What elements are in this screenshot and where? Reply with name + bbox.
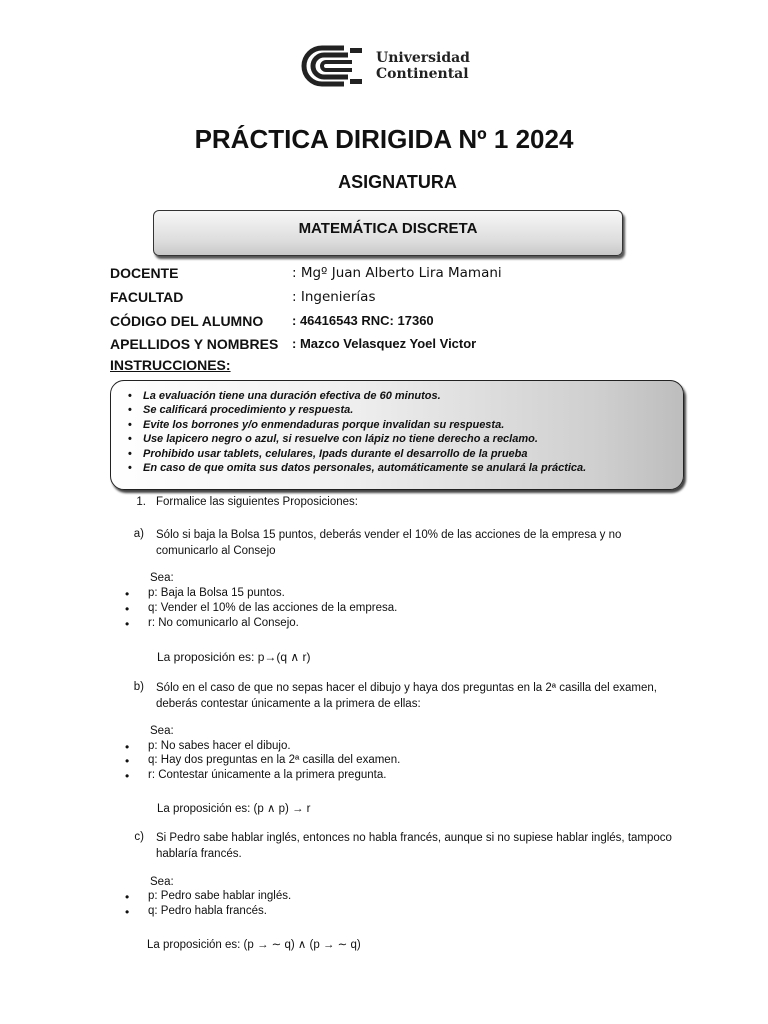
info-value: : Mazco Velasquez Yoel Victor <box>292 336 477 351</box>
bullet-dot: • <box>125 769 130 783</box>
university-logo-icon <box>300 44 366 88</box>
variable-definition: r: Contestar únicamente a la primera pregunta. <box>148 769 387 781</box>
variable-definition: p: No sabes hacer el dibujo. <box>148 740 291 752</box>
instruction-item: • Use lapicero negro o azul, si resuelve con lápiz no tiene derecho a reclamo. <box>125 432 586 446</box>
part-a-statement <box>156 527 621 559</box>
question-text: Formalice las siguientes Proposiciones: <box>156 496 358 508</box>
sea-label: Sea: <box>150 876 174 888</box>
part-c-statement <box>156 830 672 862</box>
info-value: : Mgº Juan Alberto Lira Mamani <box>292 265 502 281</box>
variable-definition: q: Vender el 10% de las acciones de la empresa. <box>148 602 398 614</box>
info-value: : Ingenierías <box>292 289 376 305</box>
bullet-dot: • <box>125 905 130 919</box>
bullet-dot: • <box>125 602 130 616</box>
logo-line-1: Universidad <box>376 50 470 66</box>
proposition-answer: La proposición es: p→(q ∧ r) <box>157 650 311 664</box>
variable-definition: q: Pedro habla francés. <box>148 905 267 917</box>
statement-line: Si Pedro sabe hablar inglés, entonces no habla francés, aunque si no supiese hablar inglés, tampoco <box>156 832 672 844</box>
course-name: MATEMÁTICA DISCRETA <box>298 220 478 237</box>
statement-line: Sólo en el caso de que no sepas hacer el dibujo y haya dos preguntas en la 2ª casilla del examen, <box>156 682 658 694</box>
proposition-answer: La proposición es: (p → ∼ q) ∧ (p → ∼ q) <box>147 939 361 951</box>
part-b-statement <box>156 680 657 712</box>
info-label: FACULTAD <box>110 289 184 305</box>
statement-line: deberás contestar únicamente a la primera de ellas: <box>156 698 421 710</box>
bullet-dot: • <box>125 617 130 631</box>
variable-definition: p: Pedro sabe hablar inglés. <box>148 890 292 902</box>
proposition-answer: La proposición es: (p ∧ p) → r <box>157 803 311 815</box>
statement-line: hablaría francés. <box>156 848 242 860</box>
subtitle: ASIGNATURA <box>338 172 457 192</box>
bullet-dot: • <box>125 754 130 768</box>
logo-line-2: Continental <box>376 66 469 82</box>
instructions-title: INSTRUCCIONES: <box>110 357 231 373</box>
variable-definition: q: Hay dos preguntas en la 2ª casilla del examen. <box>148 754 401 766</box>
question-number: 1. <box>136 496 146 508</box>
university-logo <box>300 44 480 88</box>
info-label: APELLIDOS Y NOMBRES <box>110 336 279 352</box>
instruction-item: • La evaluación tiene una duración efectiva de 60 minutos. <box>125 389 586 403</box>
instruction-item: • En caso de que omita sus datos personales, automáticamente se anulará la práctica. <box>125 461 586 475</box>
sea-label: Sea: <box>150 572 174 584</box>
info-label: DOCENTE <box>110 265 179 281</box>
bullet-dot: • <box>125 890 130 904</box>
variable-definition: p: Baja la Bolsa 15 puntos. <box>148 587 285 599</box>
instructions-box <box>110 380 684 490</box>
page-title: PRÁCTICA DIRIGIDA Nº 1 2024 <box>194 124 574 154</box>
statement-line: comunicarlo al Consejo <box>156 545 276 557</box>
info-value: : 46416543 RNC: 17360 <box>292 313 434 328</box>
info-label: CÓDIGO DEL ALUMNO <box>110 313 264 329</box>
sea-label: Sea: <box>150 725 174 737</box>
statement-line: Sólo si baja la Bolsa 15 puntos, deberás vender el 10% de las acciones de la empresa y no <box>156 529 622 541</box>
bullet-dot: • <box>125 740 130 754</box>
instruction-item: • Prohibido usar tablets, celulares, Ipads durante el desarrollo de la prueba <box>125 447 586 461</box>
instruction-item: • Se calificará procedimiento y respuesta. <box>125 403 586 417</box>
bullet-dot: • <box>125 587 130 601</box>
instruction-item: • Evite los borrones y/o enmendaduras porque invalidan su respuesta. <box>125 418 586 432</box>
logo-text <box>376 50 470 82</box>
part-letter: b) <box>133 681 144 693</box>
part-letter: c) <box>134 831 144 843</box>
instructions-list <box>125 389 586 475</box>
variable-definition: r: No comunicarlo al Consejo. <box>148 617 299 629</box>
course-box <box>153 210 623 256</box>
part-letter: a) <box>133 528 144 540</box>
